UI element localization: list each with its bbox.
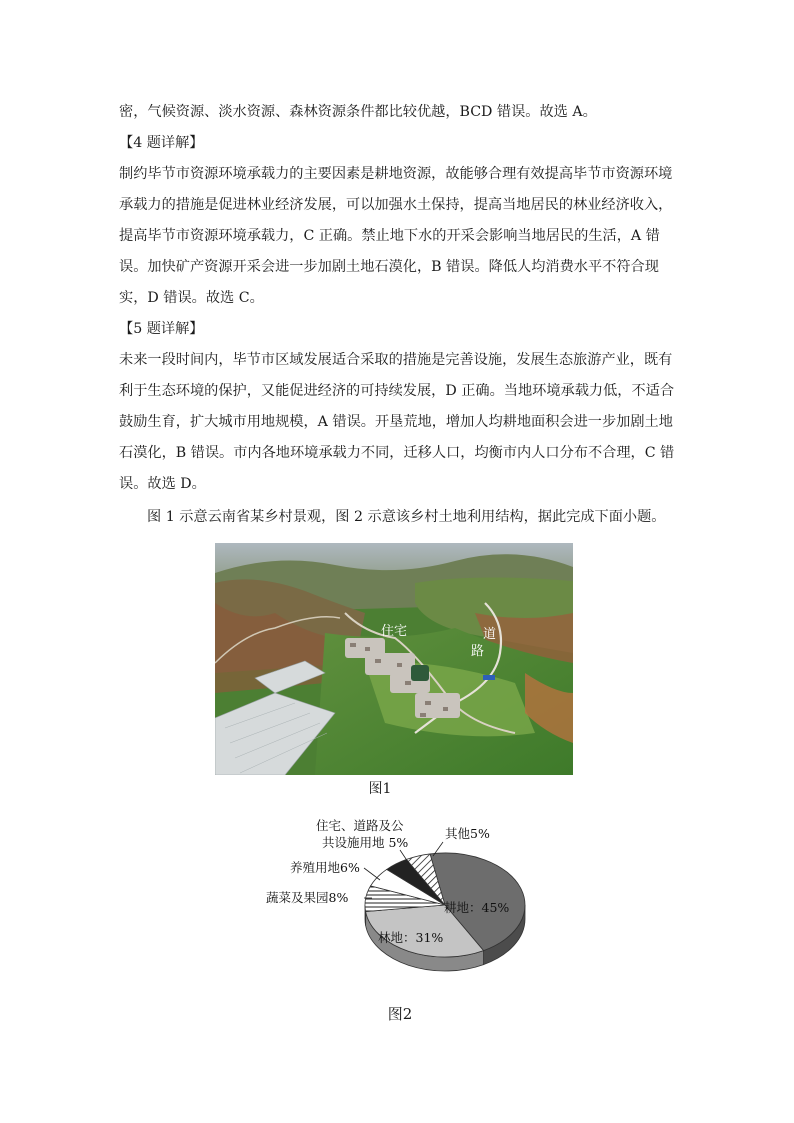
text-line-1: 密，气候资源、淡水资源、森林资源条件都比较优越，BCD 错误。故选 A。 — [119, 104, 597, 120]
q5-line-2: 利于生态环境的保护，又能促进经济的可持续发展，D 正确。当地环境承载力低，不适合 — [119, 383, 675, 399]
slice-label-aquaculture: 养殖用地6% — [290, 860, 360, 875]
q5-line-1: 未来一段时间内，毕节市区域发展适合采取的措施是完善设施，发展生态旅游产业，既有 — [119, 352, 673, 368]
intro-line: 图 1 示意云南省某乡村景观，图 2 示意该乡村土地利用结构，据此完成下面小题。 — [147, 509, 666, 525]
slice-label-vegetables-orchard: 蔬菜及果园8% — [266, 890, 349, 905]
q5-line-3: 鼓励生育，扩大城市用地规模，A 错误。开垦荒地，增加人均耕地面积会进一步加剧土地 — [119, 414, 673, 430]
q4-line-1: 制约毕节市资源环境承载力的主要因素是耕地资源，故能够合理有效提高毕节市资源环境 — [119, 166, 673, 182]
heading-q5: 【5 题详解】 — [119, 321, 204, 337]
label-road-2: 路 — [471, 644, 485, 659]
slice-label-residential-line1: 住宅、道路及公 — [316, 818, 404, 833]
slice-label-cropland: 耕地：45% — [444, 900, 510, 915]
q5-line-5: 误。故选 D。 — [119, 476, 206, 492]
slice-label-other: 其他5% — [445, 826, 490, 841]
slice-label-residential-line2: 共设施用地 5% — [322, 835, 409, 850]
figure2-caption: 图2 — [387, 1005, 413, 1023]
label-road-1: 道 — [483, 627, 497, 642]
leader-aquaculture — [364, 868, 380, 880]
q4-line-3: 提高毕节市资源环境承载力，C 正确。禁止地下水的开采会影响当地居民的生活，A 错 — [119, 228, 660, 244]
slice-label-forest: 林地：31% — [378, 930, 444, 945]
label-house: 住宅 — [381, 624, 408, 639]
q5-line-4: 石漠化，B 错误。市内各地环境承载力不同，迁移人口，均衡市内人口分布不合理，C 错 — [119, 445, 675, 461]
q4-line-4: 误。加快矿产资源开采会进一步加剧土地石漠化，B 错误。降低人均消费水平不符合现 — [119, 259, 659, 275]
figure1-caption: 图1 — [368, 781, 392, 797]
heading-q4: 【4 题详解】 — [119, 135, 204, 151]
q4-line-2: 承载力的措施是促进林业经济发展，可以加强水土保持，提高当地居民的林业经济收入， — [119, 197, 673, 213]
land-use-pie-chart — [240, 810, 560, 990]
village-aerial-photo — [215, 543, 573, 775]
q4-line-5: 实，D 错误。故选 C。 — [119, 290, 264, 306]
